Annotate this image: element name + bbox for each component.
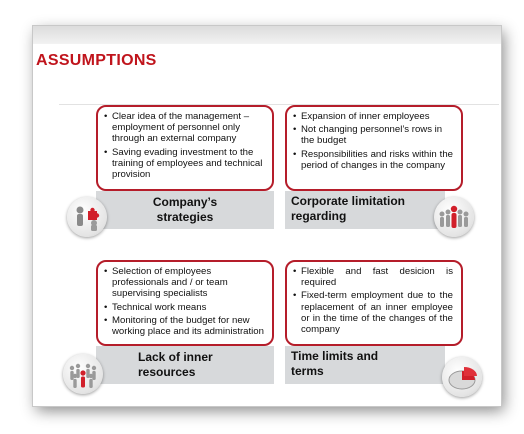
label-lack-inner-resources [96,346,274,384]
bullet-item: • Saving evading investment to the training of employees and technical provision [112,147,264,181]
slide-top-bar [33,26,501,44]
card-corporate-limitation [285,105,463,191]
crowd-icon [63,354,103,394]
bullet-item: • Technical work means [112,302,264,313]
label-text: Corporate limitation regarding [291,194,406,223]
group-leader-icon [434,197,474,237]
bullet-item: • Selection of employees professionals and / or team supervising specialists [112,266,264,300]
bullet-item: • Expansion of inner employees [301,111,453,122]
label-company-strategies [96,191,274,229]
bullet-list [287,107,461,171]
bullet-item: • Flexible and fast desicion is required [301,266,453,288]
card-time-limits [285,260,463,346]
label-text: Lack of inner resources [138,350,213,379]
label-text: Company’s strategies [152,195,218,224]
card-company-strategies [96,105,274,191]
bullet-item: • Clear idea of the management – employment of personnel only through an external company [112,111,264,145]
bullet-item: • Fixed-term employment due to the replacement of an inner employee or in the time of the changes of the company [301,290,453,335]
people-puzzle-icon [67,197,107,237]
card-lack-inner-resources [96,260,274,346]
label-time-limits [285,346,445,384]
slide [33,26,501,406]
bullet-list [287,262,461,335]
bullet-list [98,262,272,337]
label-text: Time limits and terms [291,349,379,378]
pie-chart-icon [442,357,482,397]
slide-title: ASSUMPTIONS [36,52,157,69]
bullet-item: • Responsibilities and risks within the period of changes in the company [301,149,453,171]
bullet-item: • Monitoring of the budget for new working place and its administration [112,315,264,337]
label-corporate-limitation [285,191,445,229]
bullet-item: • Not changing personnel’s rows in the budget [301,124,453,146]
bullet-list [98,107,272,180]
